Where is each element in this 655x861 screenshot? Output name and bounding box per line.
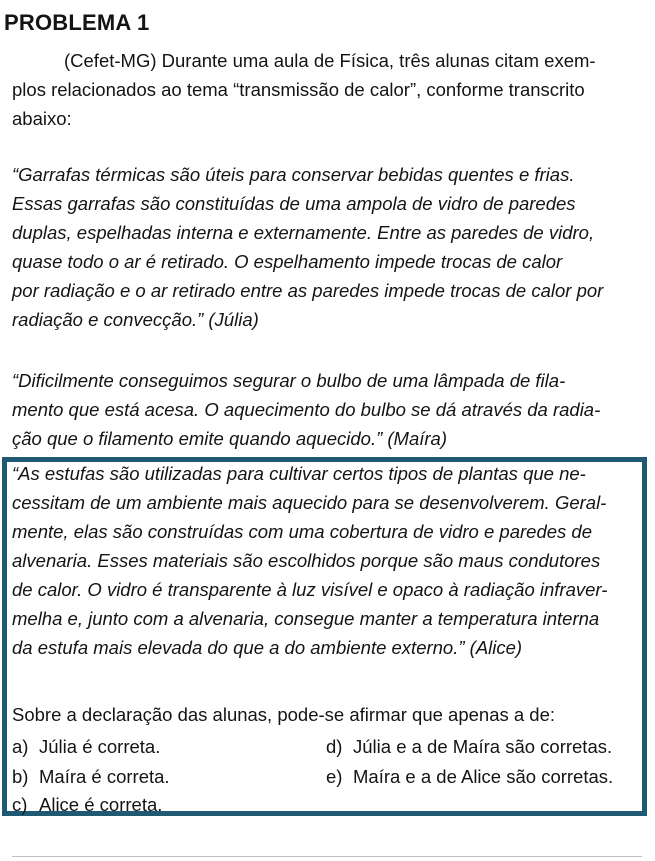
option-d[interactable] bbox=[326, 732, 612, 761]
quote-line: radiação e convecção.” (Júlia) bbox=[12, 309, 259, 330]
intro-paragraph bbox=[12, 46, 644, 133]
quote-line: “Garrafas térmicas são úteis para conservar bebidas quentes e frias. bbox=[12, 164, 575, 185]
problem-title: PROBLEMA 1 bbox=[4, 10, 150, 35]
option-c[interactable] bbox=[12, 790, 162, 819]
quote-alice bbox=[12, 459, 644, 662]
option-letter: b) bbox=[12, 766, 29, 787]
quote-line: “Dificilmente conseguimos segurar o bulbo de uma lâmpada de fila- bbox=[12, 370, 566, 391]
quote-line: melha e, junto com a alvenaria, consegue manter a temperatura interna bbox=[12, 608, 600, 629]
quote-line: ção que o filamento emite quando aquecido.” (Maíra) bbox=[12, 428, 448, 449]
quote-line: mento que está acesa. O aquecimento do bulbo se dá através da radia- bbox=[12, 399, 601, 420]
quote-line: Essas garrafas são constituídas de uma ampola de vidro de paredes bbox=[12, 193, 576, 214]
quote-line: cessitam de um ambiente mais aquecido para se desenvolverem. Geral- bbox=[12, 492, 607, 513]
option-b[interactable] bbox=[12, 762, 170, 791]
quote-maira bbox=[12, 366, 644, 453]
quote-line: mente, elas são construídas com uma cobertura de vidro e paredes de bbox=[12, 521, 592, 542]
option-letter: a) bbox=[12, 736, 29, 757]
quote-line: por radiação e o ar retirado entre as paredes impede trocas de calor por bbox=[12, 280, 604, 301]
quote-julia bbox=[12, 160, 644, 334]
option-text: Júlia é correta. bbox=[39, 736, 161, 757]
option-e[interactable] bbox=[326, 762, 613, 791]
option-letter: d) bbox=[326, 736, 343, 757]
quote-line: da estufa mais elevada do que a do ambiente externo.” (Alice) bbox=[12, 637, 523, 658]
quote-line: duplas, espelhadas interna e externamente. Entre as paredes de vidro, bbox=[12, 222, 595, 243]
option-letter: c) bbox=[12, 794, 28, 815]
quote-line: alvenaria. Esses materiais são escolhidos porque são maus condutores bbox=[12, 550, 601, 571]
question-stem: Sobre a declaração das alunas, pode-se afirmar que apenas a de: bbox=[12, 704, 556, 725]
quote-line: de calor. O vidro é transparente à luz visível e opaco à radiação infraver- bbox=[12, 579, 608, 600]
option-text: Maíra e a de Alice são corretas. bbox=[353, 766, 614, 787]
option-a[interactable] bbox=[12, 732, 160, 761]
intro-line: abaixo: bbox=[12, 108, 72, 129]
bottom-divider bbox=[12, 856, 642, 857]
option-text: Alice é correta. bbox=[39, 794, 163, 815]
intro-line: (Cefet-MG) Durante uma aula de Física, três alunas citam exem- bbox=[64, 50, 596, 71]
option-text: Maíra é correta. bbox=[39, 766, 170, 787]
quote-line: quase todo o ar é retirado. O espelhamento impede trocas de calor bbox=[12, 251, 563, 272]
option-text: Júlia e a de Maíra são corretas. bbox=[353, 736, 613, 757]
option-letter: e) bbox=[326, 766, 343, 787]
intro-line: plos relacionados ao tema “transmissão de calor”, conforme transcrito bbox=[12, 79, 585, 100]
quote-line: “As estufas são utilizadas para cultivar certos tipos de plantas que ne- bbox=[12, 463, 586, 484]
